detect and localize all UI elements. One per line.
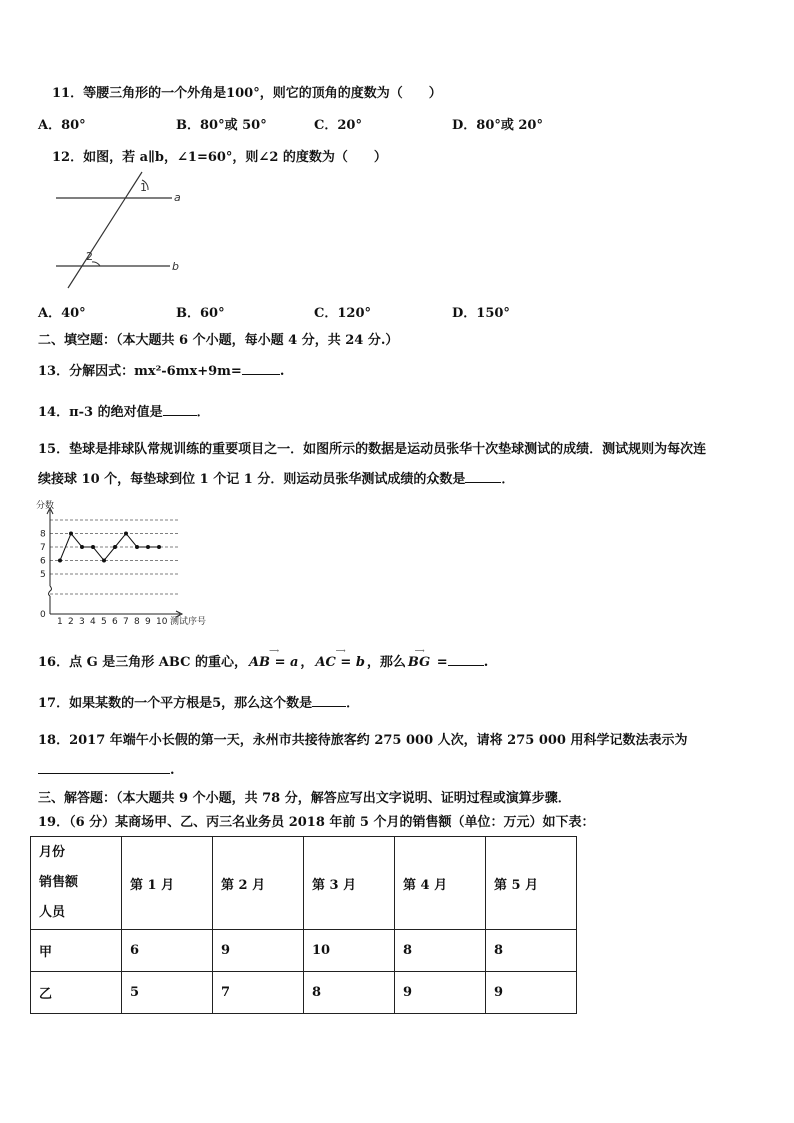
line-b-label: b [172, 260, 179, 273]
angle-2-arc [92, 262, 100, 266]
q16-post: = [436, 655, 448, 670]
q11-choice-d: D．80°或 20° [452, 118, 543, 133]
q13-answer-blank[interactable] [242, 362, 280, 375]
q12-choices [38, 302, 758, 320]
x-tick-label: 2 [68, 617, 74, 627]
table-cell: 5 [122, 972, 213, 1014]
q14-stem: 14．π-3 的绝对值是 [38, 405, 163, 420]
table-corner-cell [31, 837, 122, 930]
q11-choice-a: A．80° [38, 118, 86, 133]
q12-choice-a: A．40° [38, 306, 86, 321]
q18-line1: 18．2017 年端午小长假的第一天，永州市共接待旅客约 275 000 人次，请将 275 000 用科学记数法表示为 [38, 733, 688, 748]
q17-answer-blank[interactable] [312, 694, 346, 707]
q15-line2-text: 续接球 10 个，每垫球到位 1 个记 1 分．则运动员张华测试成绩的众数是 [38, 472, 466, 487]
chart-series [58, 532, 161, 563]
x-tick-label: 1 [57, 617, 63, 627]
score-data-point [58, 559, 62, 563]
q18-line2 [38, 761, 175, 778]
vector-ab-text: AB = a [248, 655, 299, 670]
vector-ac-text: AC = b [315, 655, 365, 670]
corner-month: 月份 [39, 845, 66, 860]
q12-choice-b: B．60° [176, 306, 225, 321]
table-header-month-4: 第 4 月 [395, 837, 486, 930]
table-cell: 9 [395, 972, 486, 1014]
vector-bg [407, 646, 431, 670]
angle-1-label: 1 [140, 181, 147, 194]
q15-answer-blank[interactable] [465, 470, 501, 483]
q15-line2 [38, 468, 514, 487]
q17-stem: 17．如果某数的一个平方根是5，那么这个数是 [38, 696, 313, 711]
table-header-month-1: 第 1 月 [122, 837, 213, 930]
score-data-point [146, 545, 150, 549]
q11-choice-c: C．20° [314, 118, 362, 133]
table-cell: 8 [395, 930, 486, 972]
table-header-row [31, 837, 577, 930]
q18-end: . [170, 763, 175, 778]
corner-staff: 人员 [39, 905, 66, 920]
q19-stem: 19．（6 分）某商场甲、乙、丙三名业务员 2018 年前 5 个月的销售额（单位：万元）如下表： [38, 815, 595, 830]
q17 [38, 692, 359, 711]
y-axis-break [49, 586, 52, 596]
q16-pre: 16．点 G 是三角形 ABC 的重心， [38, 655, 247, 670]
chart-ylabel: 分数 [36, 501, 55, 511]
table-cell: 9 [486, 972, 577, 1014]
q17-end: ． [346, 696, 360, 711]
sales-table [30, 836, 577, 1014]
table-header-month-5: 第 5 月 [486, 837, 577, 930]
table-cell: 10 [304, 930, 395, 972]
q14 [38, 401, 210, 420]
x-tick-label: 6 [112, 617, 118, 627]
corner-sales: 销售额 [39, 875, 79, 890]
section2-heading: 二、填空题：（本大题共 6 个小题，每小题 4 分，共 24 分.） [38, 333, 399, 348]
score-data-point [135, 545, 139, 549]
q12-choice-d: D．150° [452, 306, 510, 321]
q12-choice-c: C．120° [314, 306, 371, 321]
section3-heading: 三、解答题：（本大题共 9 个小题，共 78 分，解答应写出文字说明、证明过程或演算步骤． [38, 791, 571, 806]
transversal-line [68, 172, 142, 288]
x-tick-label: 5 [101, 617, 107, 627]
q15-line1: 15．垫球是排球队常规训练的重要项目之一．如图所示的数据是运动员张华十次垫球测试的成绩．测试规则为每次连 [38, 442, 707, 457]
score-data-point [124, 532, 128, 536]
score-data-point [69, 532, 73, 536]
table-cell: 8 [304, 972, 395, 1014]
table-header-month-2: 第 2 月 [213, 837, 304, 930]
chart-ticks [40, 530, 168, 628]
score-data-point [157, 545, 161, 549]
q15-end: ． [501, 472, 515, 487]
q13-end: . [279, 364, 285, 379]
q11-choice-b: B．80°或 50° [176, 118, 267, 133]
q11-choices [38, 114, 758, 132]
vector-ab [248, 646, 299, 670]
table-cell: 8 [486, 930, 577, 972]
q16-answer-blank[interactable] [448, 653, 484, 666]
q11-stem: 11．等腰三角形的一个外角是100°，则它的顶角的度数为（ ） [52, 86, 442, 101]
chart-xlabel: 测试序号 [170, 617, 207, 627]
y-tick-label: 8 [40, 529, 46, 540]
score-data-point [102, 559, 106, 563]
q16-end: . [483, 655, 489, 670]
q13-stem: 13．分解因式：mx²-6mx+9m= [38, 364, 242, 379]
table-cell-name: 甲 [31, 930, 122, 972]
table-row [31, 930, 577, 972]
x-tick-label: 10 [156, 617, 168, 627]
x-tick-label: 3 [79, 617, 85, 627]
q16-sep: ， [300, 655, 314, 670]
q14-end: ． [196, 405, 210, 420]
parallel-lines-figure [50, 168, 190, 290]
chart-grid [50, 520, 178, 594]
table-cell-name: 乙 [31, 972, 122, 1014]
q18-answer-blank[interactable] [38, 761, 170, 774]
x-tick-label: 9 [145, 617, 151, 627]
chart-axes [47, 508, 182, 617]
vector-ab-arrow: ⟶ [269, 646, 279, 655]
table-header-month-3: 第 3 月 [304, 837, 395, 930]
y-tick-label: 5 [40, 570, 46, 580]
y-tick-label: 0 [40, 610, 46, 620]
q16-mid: ，那么 [366, 655, 406, 670]
score-series-line [60, 534, 159, 561]
score-line-chart [30, 496, 230, 630]
vector-ac [315, 646, 365, 670]
y-tick-label: 6 [40, 556, 46, 567]
vector-bg-text: BG [407, 655, 431, 670]
table-cell: 7 [213, 972, 304, 1014]
table-row [31, 972, 577, 1014]
vector-bg-arrow: ⟶ [414, 646, 424, 655]
score-data-point [80, 545, 84, 549]
vector-ac-arrow: ⟶ [335, 646, 345, 655]
table-cell: 9 [213, 930, 304, 972]
score-data-point [91, 545, 95, 549]
line-a-label: a [174, 191, 181, 204]
score-data-point [113, 545, 117, 549]
x-tick-label: 4 [90, 617, 96, 627]
x-tick-label: 7 [123, 617, 129, 627]
x-tick-label: 8 [134, 617, 140, 627]
table-cell: 6 [122, 930, 213, 972]
q14-answer-blank[interactable] [163, 403, 197, 416]
q12-stem: 12．如图，若 a∥b，∠1=60°，则∠2 的度数为（ ） [52, 150, 387, 165]
angle-2-label: 2 [86, 250, 93, 263]
q13 [38, 360, 284, 379]
y-tick-label: 7 [40, 543, 46, 553]
q16 [38, 646, 489, 670]
